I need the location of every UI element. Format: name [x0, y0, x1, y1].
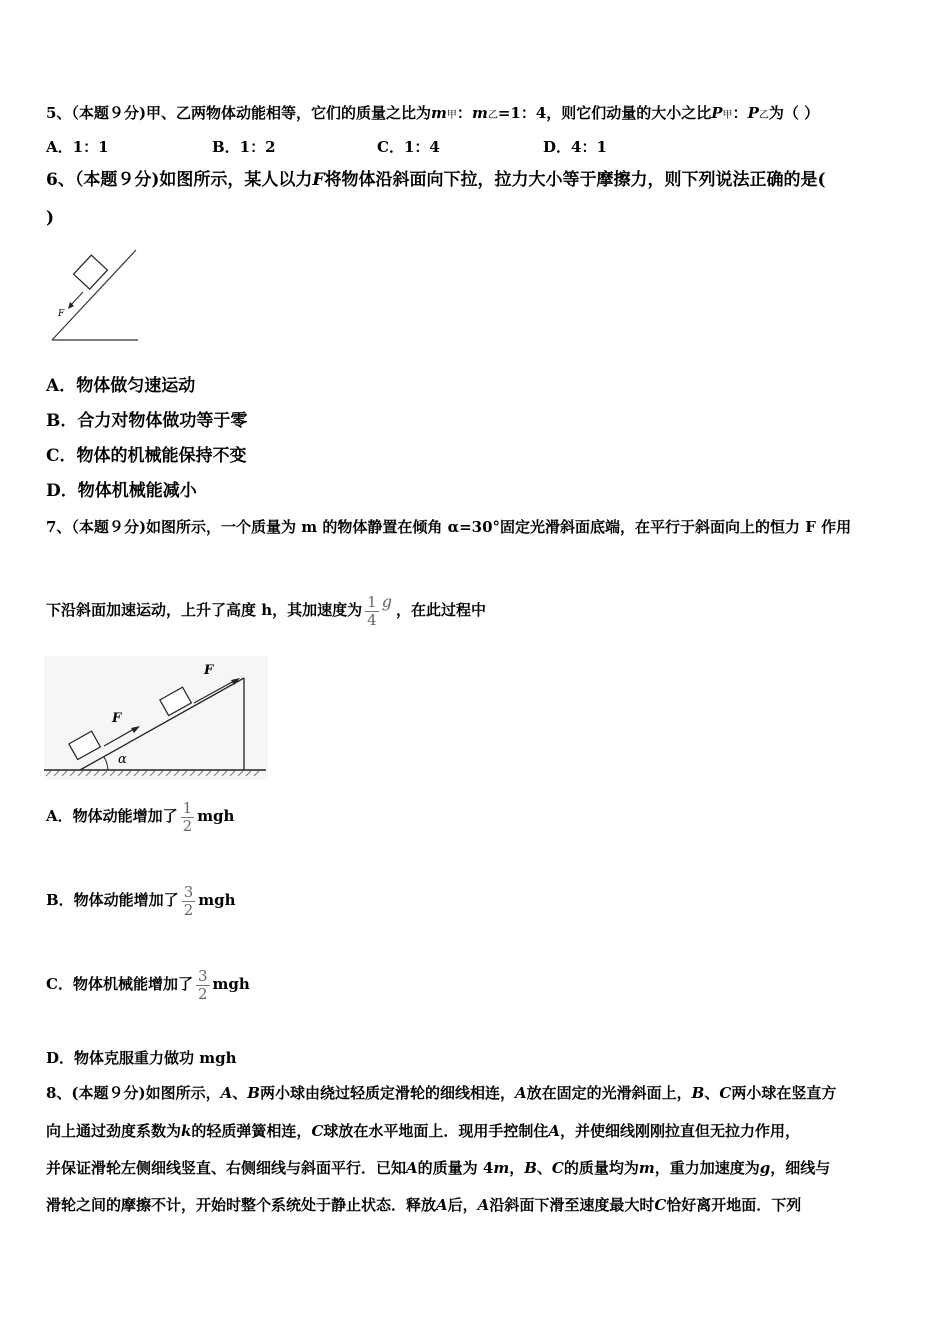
q7-stem-line1: 7、（本题９分)如图所示，一个质量为 m 的物体静置在倾角 α=30°固定光滑斜面底端，在平行于斜面向上的恒力 F 作用	[46, 518, 852, 536]
q7-force-label-upper: F	[204, 663, 214, 678]
q7-option-d: D．物体克服重力做功 mgh	[46, 1049, 237, 1067]
q7-option-c: C．物体机械能增加了 $\frac{3}{2}$ mgh	[46, 966, 250, 1003]
q5-option-a: A．1：1	[46, 138, 109, 156]
q6-option-a: A．物体做匀速运动	[46, 376, 196, 396]
q6-stem-end: )	[46, 208, 55, 228]
q6-option-c: C．物体的机械能保持不变	[46, 446, 247, 466]
q7-accel-fraction: $\frac{1}{4}$	[367, 592, 377, 629]
q7-incline-figure	[44, 656, 268, 780]
q8-line2: 向上通过劲度系数为k的轻质弹簧相连，C球放在水平地面上．现用手控制住A，并使细线刚刚拉直但无拉力作用，	[46, 1122, 801, 1140]
q7-force-label-lower: F	[112, 711, 122, 726]
q6-stem: 6、（本题９分)如图所示，某人以力F将物体沿斜面向下拉，拉力大小等于摩擦力，则下列说法正确的是(	[46, 170, 826, 190]
q6-incline-figure	[48, 246, 144, 346]
q6-option-b: B．合力对物体做功等于零	[46, 411, 248, 431]
q5-stem: 5、（本题９分)甲、乙两物体动能相等，它们的质量之比为m甲：m乙=1：4，则它们动量的大小之比P甲：P乙为（ ）	[46, 104, 820, 122]
q6-option-d: D．物体机械能减小	[46, 481, 197, 501]
q8-line1: 8、(本题９分)如图所示，A、B两小球由绕过轻质定滑轮的细线相连，A放在固定的光滑斜面上，B、C两小球在竖直方	[46, 1084, 837, 1102]
q8-line4: 滑轮之间的摩擦不计，开始时整个系统处于静止状态．释放A后，A沿斜面下滑至速度最大时C恰好离开地面．下列	[46, 1196, 802, 1214]
q7-stem-line2: 下沿斜面加速运动，上升了高度 h，其加速度为 $\frac{1}{4}$ g ，在此过程中	[46, 592, 486, 629]
q5-option-d: D．4：1	[543, 138, 607, 156]
q6-force-label: F	[58, 309, 65, 319]
q7-option-b: B．物体动能增加了 $\frac{3}{2}$ mgh	[46, 882, 236, 919]
q8-line3: 并保证滑轮左侧细线竖直、右侧细线与斜面平行．已知A的质量为 4m，B、C的质量均为m，重力加速度为g，细线与	[46, 1159, 831, 1177]
q5-option-b: B．1：2	[212, 138, 276, 156]
q7-angle-label: α	[118, 752, 127, 767]
q5-option-c: C．1：4	[377, 138, 440, 156]
q7-option-a: A．物体动能增加了 $\frac{1}{2}$ mgh	[46, 798, 235, 835]
